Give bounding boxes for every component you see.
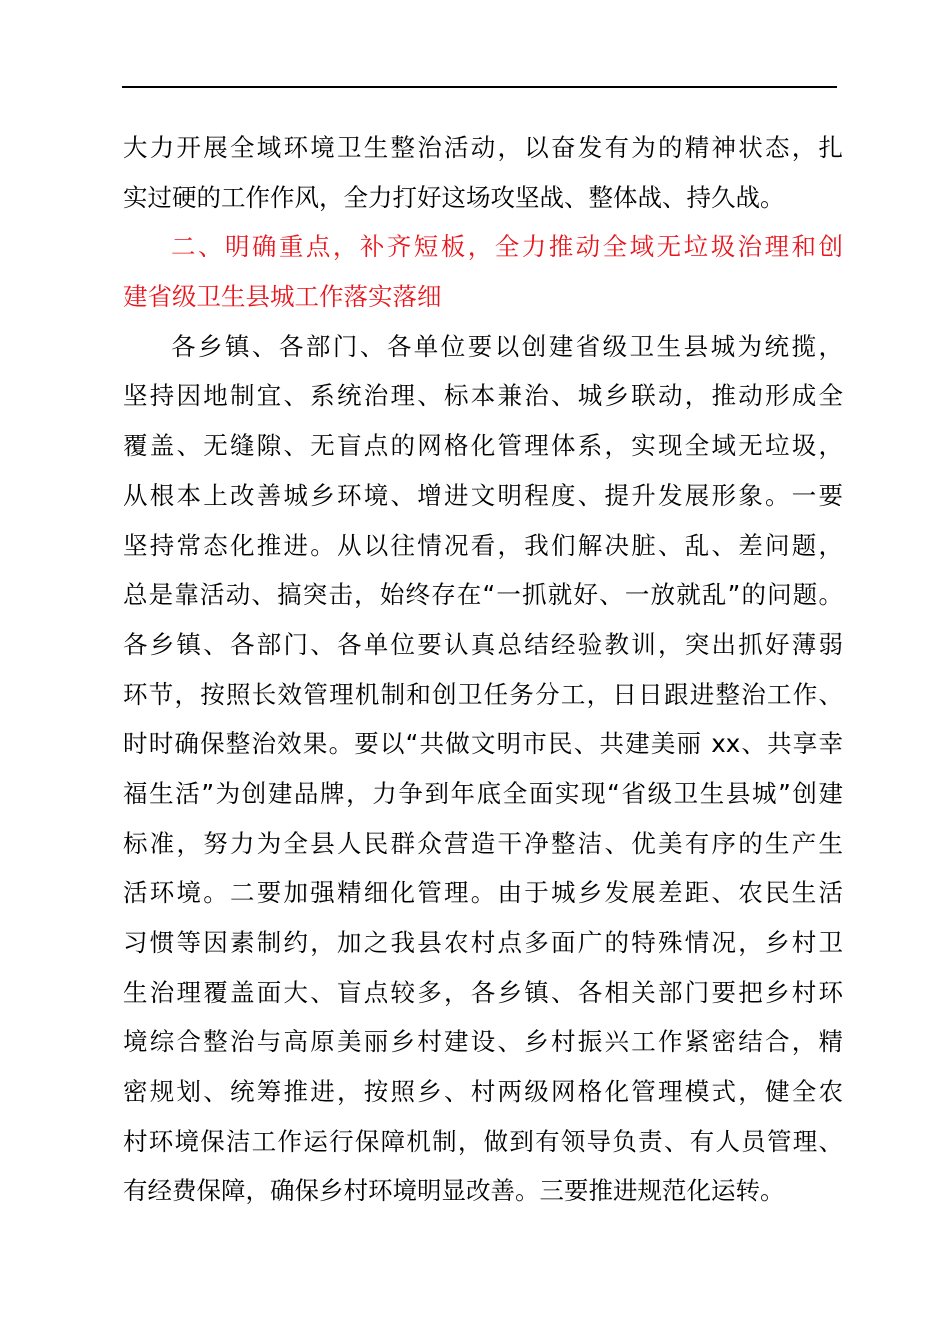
body-line: 时时确保整治效果。要以“共做文明市民、共建美丽 xx、共享幸 [123, 729, 843, 759]
body-line: 习惯等因素制约，加之我县农村点多面广的特殊情况，乡村卫 [123, 928, 843, 957]
section-heading-line: 建省级卫生县城工作落实落细 [123, 282, 442, 312]
body-line: 密规划、统筹推进，按照乡、村两级网格化管理模式，健全农 [123, 1077, 843, 1107]
body-line: 境综合整治与高原美丽乡村建设、乡村振兴工作紧密结合，精 [123, 1027, 843, 1057]
intro-line: 实过硬的工作作风，全力打好这场攻坚战、整体战、持久战。 [123, 182, 785, 212]
body-line: 坚持常态化推进。从以往情况看，我们解决脏、乱、差问题， [123, 530, 843, 560]
body-line: 福生活”为创建品牌，力争到年底全面实现“省级卫生县城”创建 [123, 778, 843, 808]
section-heading-line: 二、明确重点，补齐短板，全力推动全域无垃圾治理和创 [171, 232, 843, 262]
body-line: 有经费保障，确保乡村环境明显改善。三要推进规范化运转。 [123, 1176, 785, 1206]
body-line: 各乡镇、各部门、各单位要以创建省级卫生县城为统揽， [171, 331, 843, 361]
body-line: 村环境保洁工作运行保障机制，做到有领导负责、有人员管理、 [123, 1126, 843, 1156]
body-line: 各乡镇、各部门、各单位要认真总结经验教训，突出抓好薄弱 [123, 629, 843, 659]
body-line: 生治理覆盖面大、盲点较多，各乡镇、各相关部门要把乡村环 [123, 977, 843, 1007]
body-line: 从根本上改善城乡环境、增进文明程度、提升发展形象。一要 [123, 480, 843, 510]
body-line: 坚持因地制宜、系统治理、标本兼治、城乡联动，推动形成全 [123, 381, 843, 411]
body-line: 环节，按照长效管理机制和创卫任务分工，日日跟进整治工作、 [123, 679, 843, 709]
body-line: 标准，努力为全县人民群众营造干净整洁、优美有序的生产生 [123, 828, 843, 858]
body-line: 总是靠活动、搞突击，始终存在“一抓就好、一放就乱”的问题。 [123, 580, 843, 610]
body-line: 覆盖、无缝隙、无盲点的网格化管理体系，实现全域无垃圾， [123, 431, 843, 461]
body-line: 活环境。二要加强精细化管理。由于城乡发展差距、农民生活 [123, 878, 843, 908]
document-body [123, 123, 843, 1216]
intro-line: 大力开展全域环境卫生整治活动，以奋发有为的精神状态，扎 [123, 133, 843, 162]
header-rule [122, 86, 837, 88]
